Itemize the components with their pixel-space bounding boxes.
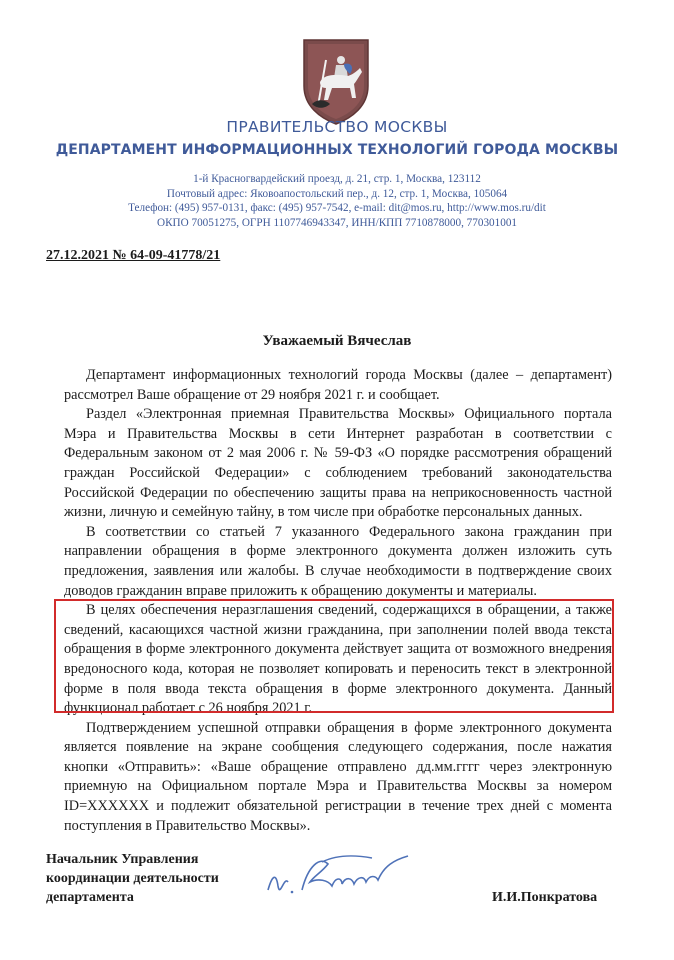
signatory-name: И.И.Понкратова [492, 890, 598, 905]
signatory-title-line: Начальник Управления [46, 852, 199, 867]
paragraph: В соответствии со статьей 7 указанного Федерального закона гражданин при направлении обращения в форме электронного документа должен изложить суть предложения, заявления или жалобы. В случае необходимости в подтверждение своих доводов гражданин вправе приложить к обращению документы и материалы. [64, 523, 612, 599]
greeting: Уважаемый Вячеслав [262, 333, 412, 349]
contact-line: ОКПО 70051275, ОГРН 1107746943347, ИНН/КПП 7710878000, 770301001 [156, 216, 518, 229]
government-title: ПРАВИТЕЛЬСТВО МОСКВЫ [226, 118, 448, 136]
document-number: 27.12.2021 № 64-09-41778/21 [46, 248, 221, 263]
contact-info [0, 172, 674, 230]
paragraph: Департамент информационных технологий города Москвы (далее – департамент) рассмотрел Ваше обращение от 29 ноября 2021 г. и сообщает. [64, 367, 612, 403]
signatory-title [46, 850, 219, 907]
paragraph-highlighted: В целях обеспечения неразглашения сведений, содержащихся в обращении, а также сведений, касающихся частной жизни гражданина, при заполнении полей ввода текста обращения в форме электронного документа действует защита от возможного внедрения вредоносного кода, которая не позволяет копировать и переносить текст в электронной форме в поля ввода текста обращения в форме электронного документа. Данный функционал работает с 26 ноября 2021 г. [64, 602, 612, 717]
moscow-coat-of-arms-icon [296, 34, 376, 126]
contact-line: 1-й Красногвардейский проезд, д. 21, стр. 1, Москва, 123112 [193, 173, 481, 185]
signatory-title-line: координации деятельности [46, 871, 219, 886]
handwritten-signature [262, 846, 422, 906]
paragraph: Раздел «Электронная приемная Правительства Москвы» Официального портала Мэра и Правительства Москвы в сети Интернет разработан в соответствии с Федеральным законом от 2 мая 2006 г. № 59-ФЗ «О порядке рассмотрения обращений граждан Российской Федерации» с соблюдением требований законодательства Российской Федерации по обеспечению защиты права на неприкосновенность частной жизни, личную и семейную тайну, в том числе при обработке персональных данных. [64, 406, 612, 521]
paragraph: Подтверждением успешной отправки обращения в форме электронного документа является появление на экране сообщения следующего содержания, после нажатия кнопки «Отправить»: «Ваше обращение отправлено дд.мм.гггг через электронную приемную на Официальном портале Мэра и Правительства Москвы за номером ID=XXXXXX и подлежит обязательной регистрации в течение трех дней с момента поступления в Правительство Москвы». [64, 719, 612, 834]
contact-line: Телефон: (495) 957-0131, факс: (495) 957-7542, e-mail: dit@mos.ru, http://www.mos.ru/dit [128, 202, 546, 214]
signatory-title-line: департамента [46, 890, 134, 905]
department-title: ДЕПАРТАМЕНТ ИНФОРМАЦИОННЫХ ТЕХНОЛОГИЙ ГОРОДА МОСКВЫ [55, 142, 619, 158]
red-highlight-frame [54, 599, 614, 713]
contact-line: Почтовый адрес: Яковоапостольский пер., д. 12, стр. 1, Москва, 105064 [166, 187, 508, 200]
